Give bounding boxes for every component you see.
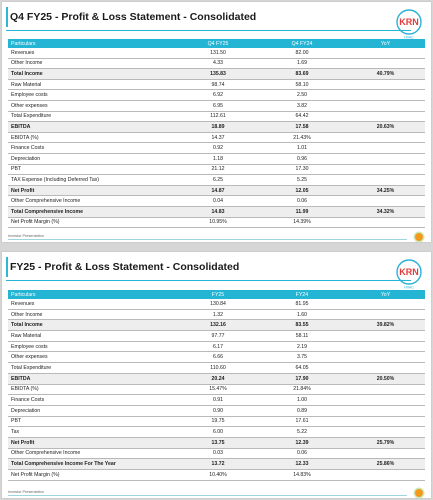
- value-yoy: 20.50%: [346, 373, 425, 384]
- value-current: 1.18: [178, 153, 258, 164]
- value-current: 20.24: [178, 373, 258, 384]
- table-row: [8, 122, 425, 133]
- value-current: 131.50: [178, 48, 258, 58]
- value-yoy: [346, 470, 425, 481]
- value-yoy: [346, 164, 425, 175]
- row-label: Net Profit Margin (%): [8, 217, 178, 228]
- slide-title: FY25 - Profit & Loss Statement - Consolidated: [10, 261, 240, 273]
- value-current: 6.95: [178, 100, 258, 111]
- value-current: 0.04: [178, 196, 258, 207]
- value-yoy: [346, 143, 425, 154]
- table-row: [8, 309, 425, 320]
- table-row: [8, 320, 425, 331]
- row-label: Finance Costs: [8, 143, 178, 154]
- table-row: [8, 175, 425, 186]
- value-current: 98.74: [178, 79, 258, 90]
- value-yoy: 34.25%: [346, 185, 425, 196]
- value-previous: 81.95: [258, 299, 346, 309]
- table-row: [8, 448, 425, 459]
- value-current: 0.91: [178, 395, 258, 406]
- table-row: [8, 373, 425, 384]
- footer-dot-icon: [415, 489, 423, 497]
- value-current: 6.92: [178, 90, 258, 101]
- value-previous: 5.25: [258, 175, 346, 186]
- row-label: Other Income: [8, 58, 178, 69]
- row-label: Other Comprehensive Income: [8, 196, 178, 207]
- value-previous: 58.11: [258, 331, 346, 342]
- pl-table-fy25: [8, 290, 425, 481]
- value-yoy: [346, 309, 425, 320]
- row-label: Employee costs: [8, 90, 178, 101]
- table-row: [8, 164, 425, 175]
- value-previous: 5.22: [258, 427, 346, 438]
- value-previous: 0.06: [258, 448, 346, 459]
- table-row: [8, 153, 425, 164]
- value-previous: 82.00: [258, 48, 346, 58]
- value-current: 97.77: [178, 331, 258, 342]
- value-yoy: 39.82%: [346, 320, 425, 331]
- value-previous: 14.83%: [258, 470, 346, 481]
- header-current: FY25: [178, 290, 258, 299]
- value-previous: 64.05: [258, 363, 346, 374]
- value-current: 6.00: [178, 427, 258, 438]
- table-row: [8, 384, 425, 395]
- table-row: [8, 132, 425, 143]
- value-previous: 12.39: [258, 437, 346, 448]
- value-current: 130.84: [178, 299, 258, 309]
- row-label: Net Profit: [8, 437, 178, 448]
- value-yoy: 40.79%: [346, 69, 425, 80]
- value-yoy: [346, 48, 425, 58]
- table-row: [8, 100, 425, 111]
- value-yoy: [346, 363, 425, 374]
- row-label: Other expenses: [8, 100, 178, 111]
- row-label: Depreciation: [8, 405, 178, 416]
- value-yoy: [346, 58, 425, 69]
- row-label: EBIDTA (%): [8, 384, 178, 395]
- row-label: Employee costs: [8, 341, 178, 352]
- table-header-row: [8, 39, 425, 48]
- table-row: [8, 299, 425, 309]
- table-row: [8, 352, 425, 363]
- value-current: 13.75: [178, 437, 258, 448]
- value-current: 15.47%: [178, 384, 258, 395]
- table-row: [8, 470, 425, 481]
- row-label: Total Income: [8, 320, 178, 331]
- value-yoy: [346, 341, 425, 352]
- table-row: [8, 185, 425, 196]
- footer-divider: [8, 495, 407, 496]
- footer-divider: [8, 239, 407, 240]
- value-current: 135.83: [178, 69, 258, 80]
- krn-logo-icon: [393, 8, 425, 40]
- logo-subtext: HVAC: [404, 35, 414, 40]
- row-label: Raw Material: [8, 331, 178, 342]
- value-current: 10.40%: [178, 470, 258, 481]
- value-previous: 1.60: [258, 309, 346, 320]
- value-previous: 17.58: [258, 122, 346, 133]
- row-label: EBIDTA (%): [8, 132, 178, 143]
- value-yoy: [346, 153, 425, 164]
- slide-q4-fy25: [2, 2, 431, 242]
- table-row: [8, 331, 425, 342]
- value-yoy: 20.63%: [346, 122, 425, 133]
- footer-text: Investor Presentation: [8, 490, 44, 494]
- value-yoy: [346, 217, 425, 228]
- slide-fy25: [2, 252, 431, 498]
- table-row: [8, 143, 425, 154]
- table-row: [8, 79, 425, 90]
- value-current: 0.90: [178, 405, 258, 416]
- value-yoy: [346, 331, 425, 342]
- row-label: Depreciation: [8, 153, 178, 164]
- table-row: [8, 427, 425, 438]
- row-label: Revenues: [8, 48, 178, 58]
- row-label: TAX Expense (Including Deferred Tax): [8, 175, 178, 186]
- value-previous: 0.89: [258, 405, 346, 416]
- table-row: [8, 459, 425, 470]
- row-label: Revenues: [8, 299, 178, 309]
- row-label: PBT: [8, 416, 178, 427]
- value-current: 14.87: [178, 185, 258, 196]
- value-current: 18.89: [178, 122, 258, 133]
- row-label: Total Comprehensive Income For The Year: [8, 459, 178, 470]
- footer-text: Investor Presentation: [8, 234, 44, 238]
- value-previous: 3.82: [258, 100, 346, 111]
- value-current: 0.92: [178, 143, 258, 154]
- logo-text: KRN: [399, 267, 419, 277]
- value-previous: 21.84%: [258, 384, 346, 395]
- table-row: [8, 206, 425, 217]
- value-current: 112.61: [178, 111, 258, 122]
- table-row: [8, 217, 425, 228]
- row-label: EBITDA: [8, 122, 178, 133]
- header-yoy: YoY: [346, 39, 425, 48]
- value-previous: 11.99: [258, 206, 346, 217]
- value-previous: 1.01: [258, 143, 346, 154]
- value-previous: 58.10: [258, 79, 346, 90]
- value-current: 10.95%: [178, 217, 258, 228]
- value-previous: 1.69: [258, 58, 346, 69]
- row-label: Other expenses: [8, 352, 178, 363]
- table-row: [8, 363, 425, 374]
- value-yoy: [346, 79, 425, 90]
- row-label: Net Profit: [8, 185, 178, 196]
- table-row: [8, 405, 425, 416]
- header-current: Q4 FY25: [178, 39, 258, 48]
- table-row: [8, 111, 425, 122]
- value-current: 0.03: [178, 448, 258, 459]
- table-row: [8, 48, 425, 58]
- value-previous: 17.30: [258, 164, 346, 175]
- value-current: 14.37: [178, 132, 258, 143]
- header-previous: Q4 FY24: [258, 39, 346, 48]
- row-label: PBT: [8, 164, 178, 175]
- pl-table-q4: [8, 39, 425, 228]
- table-row: [8, 437, 425, 448]
- table-row: [8, 90, 425, 101]
- value-previous: 12.05: [258, 185, 346, 196]
- header-particulars: Particulars: [8, 290, 178, 299]
- row-label: Total Income: [8, 69, 178, 80]
- value-yoy: [346, 395, 425, 406]
- header-previous: FY24: [258, 290, 346, 299]
- value-current: 14.83: [178, 206, 258, 217]
- value-yoy: [346, 427, 425, 438]
- value-current: 1.32: [178, 309, 258, 320]
- title-divider: [6, 30, 411, 31]
- footer-dot-icon: [415, 233, 423, 241]
- value-previous: 1.00: [258, 395, 346, 406]
- table-row: [8, 69, 425, 80]
- row-label: Net Profit Margin (%): [8, 470, 178, 481]
- value-yoy: [346, 100, 425, 111]
- value-current: 6.25: [178, 175, 258, 186]
- value-yoy: 25.86%: [346, 459, 425, 470]
- value-previous: 12.33: [258, 459, 346, 470]
- title-accent-bar: [6, 7, 8, 27]
- value-yoy: [346, 90, 425, 101]
- value-current: 132.16: [178, 320, 258, 331]
- logo-subtext: HVAC: [404, 285, 414, 290]
- value-previous: 17.61: [258, 416, 346, 427]
- row-label: Other Comprehensive Income: [8, 448, 178, 459]
- table-header-row: [8, 290, 425, 299]
- table-row: [8, 416, 425, 427]
- value-previous: 14.39%: [258, 217, 346, 228]
- logo-text: KRN: [399, 17, 419, 27]
- table-row: [8, 341, 425, 352]
- value-yoy: [346, 299, 425, 309]
- value-previous: 3.75: [258, 352, 346, 363]
- krn-logo-icon: [393, 258, 425, 290]
- title-accent-bar: [6, 257, 8, 277]
- header-yoy: YoY: [346, 290, 425, 299]
- value-previous: 2.50: [258, 90, 346, 101]
- value-previous: 0.06: [258, 196, 346, 207]
- value-yoy: 34.32%: [346, 206, 425, 217]
- value-current: 110.60: [178, 363, 258, 374]
- value-current: 4.33: [178, 58, 258, 69]
- row-label: Total Expenditure: [8, 363, 178, 374]
- value-previous: 83.55: [258, 320, 346, 331]
- value-yoy: [346, 448, 425, 459]
- value-yoy: [346, 196, 425, 207]
- value-current: 6.66: [178, 352, 258, 363]
- value-previous: 2.19: [258, 341, 346, 352]
- value-previous: 17.90: [258, 373, 346, 384]
- value-current: 6.17: [178, 341, 258, 352]
- table-row: [8, 58, 425, 69]
- table-row: [8, 196, 425, 207]
- value-previous: 64.42: [258, 111, 346, 122]
- title-divider: [6, 280, 411, 281]
- value-previous: 0.96: [258, 153, 346, 164]
- value-yoy: [346, 132, 425, 143]
- value-yoy: [346, 416, 425, 427]
- row-label: Total Comprehensive Income: [8, 206, 178, 217]
- row-label: Raw Material: [8, 79, 178, 90]
- row-label: Total Expenditure: [8, 111, 178, 122]
- row-label: EBITDA: [8, 373, 178, 384]
- value-previous: 21.43%: [258, 132, 346, 143]
- value-yoy: [346, 384, 425, 395]
- value-yoy: [346, 175, 425, 186]
- value-yoy: [346, 111, 425, 122]
- value-current: 19.75: [178, 416, 258, 427]
- value-yoy: 25.79%: [346, 437, 425, 448]
- header-particulars: Particulars: [8, 39, 178, 48]
- table-row: [8, 395, 425, 406]
- value-current: 21.12: [178, 164, 258, 175]
- value-yoy: [346, 405, 425, 416]
- value-current: 13.72: [178, 459, 258, 470]
- row-label: Finance Costs: [8, 395, 178, 406]
- row-label: Other Income: [8, 309, 178, 320]
- slide-title: Q4 FY25 - Profit & Loss Statement - Consolidated: [10, 11, 257, 23]
- value-previous: 83.69: [258, 69, 346, 80]
- value-yoy: [346, 352, 425, 363]
- row-label: Tax: [8, 427, 178, 438]
